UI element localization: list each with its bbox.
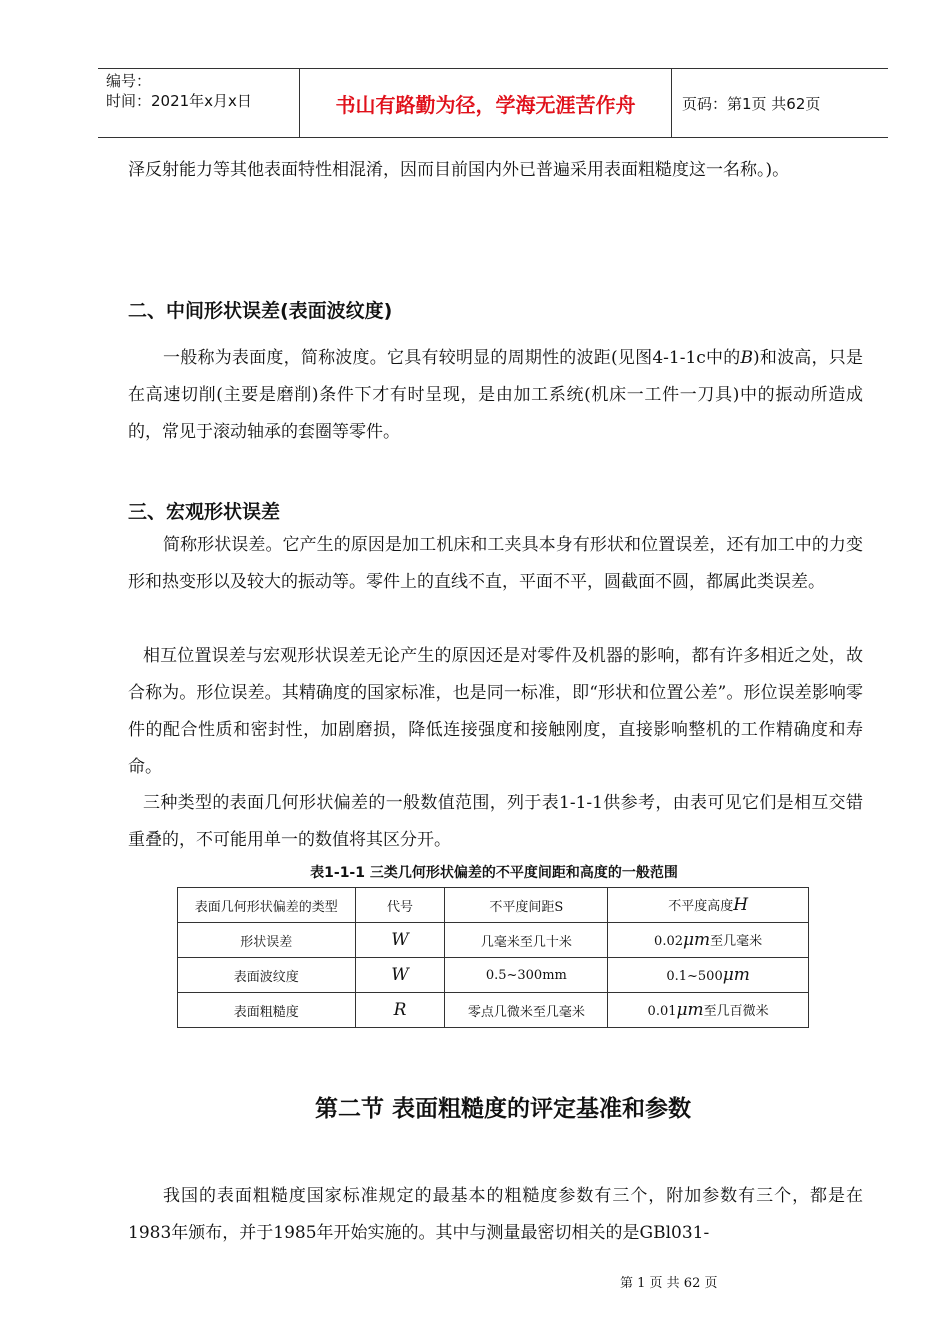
cell-spacing: 几毫米至几十米 <box>445 923 608 958</box>
paragraph-3: 简称形状误差。它产生的原因是加工机床和工夹具本身有形状和位置误差，还有加工中的力变形和热变形以及较大的振动等。零件上的直线不直，平面不平，圆截面不圆，都属此类误差。 <box>128 535 863 592</box>
cell-height <box>608 993 809 1028</box>
time-label: 时间：2021年x月x日 <box>106 92 252 110</box>
deviation-table <box>177 887 809 1028</box>
heading-3: 三、宏观形状误差 <box>128 501 281 523</box>
cell-code: W <box>355 958 445 993</box>
cell-height-suffix: 至几百微米 <box>703 1004 769 1019</box>
table-row <box>178 993 809 1028</box>
table-row <box>178 923 809 958</box>
cell-height-value: 0.02 <box>654 934 683 949</box>
cell-type: 表面粗糙度 <box>178 993 356 1028</box>
paragraph-2-part-b: )和波高，只是在高速切削(主要是磨削)条件下才有时呈现，是由加工系统(机床一工件一刀具)中的振动所造成的，常见于滚动轴承的套圈等零件。 <box>128 348 864 442</box>
cell-height-suffix: 至几毫米 <box>710 934 763 949</box>
cell-code: R <box>355 993 445 1028</box>
table-header-row <box>178 888 809 923</box>
paragraph-2 <box>128 340 863 451</box>
paragraph-5: 三种类型的表面几何形状偏差的一般数值范围，列于表1-1-1供参考，由表可见它们是相互交错重叠的，不可能用单一的数值将其区分开。 <box>128 793 863 850</box>
table-row <box>178 958 809 993</box>
header-height-symbol: H <box>733 895 749 915</box>
symbol-b: B <box>740 348 753 368</box>
cell-spacing: 0.5~300mm <box>445 958 608 993</box>
cell-height <box>608 923 809 958</box>
header-height <box>608 888 809 923</box>
cell-height-unit: μm <box>676 1000 704 1020</box>
section-title: 第二节 表面粗糙度的评定基准和参数 <box>314 1096 691 1122</box>
table-caption: 表1-1-1 三类几何形状偏差的不平度间距和高度的一般范围 <box>310 865 678 881</box>
paragraph-2-part-a: 一般称为表面度，简称波度。它具有较明显的周期性的波距(见图4-1-1c中的 <box>163 348 741 368</box>
cell-height-value: 0.01 <box>647 1004 677 1019</box>
paragraph-intro: 泽反射能力等其他表面特性相混淆，因而目前国内外已普遍采用表面粗糙度这一名称。)。 <box>128 160 790 180</box>
heading-2: 二、中间形状误差(表面波纹度) <box>128 300 393 322</box>
cell-type: 表面波纹度 <box>178 958 356 993</box>
cell-height-unit: μm <box>683 930 711 950</box>
paragraph-6: 我国的表面粗糙度国家标准规定的最基本的粗糙度参数有三个，附加参数有三个，都是在1983年颁布，并于1985年开始实施的。其中与测量最密切相关的是GBl031- <box>128 1186 863 1243</box>
paragraph-4: 相互位置误差与宏观形状误差无论产生的原因还是对零件及机器的影响，都有许多相近之处，故合称为。形位误差。其精确度的国家标准，也是同一标准，即“形状和位置公差”。形位误差影响零件的配合性质和密封性，加剧磨损，降低连接强度和接触刚度，直接影响整机的工作精确度和寿命。 <box>128 646 863 777</box>
header-motto: 书山有路勤为径，学海无涯苦作舟 <box>300 69 672 137</box>
header-code: 代号 <box>355 888 445 923</box>
cell-spacing: 零点几微米至几毫米 <box>445 993 608 1028</box>
serial-label: 编号： <box>106 72 152 90</box>
cell-height-unit: μm <box>722 965 750 985</box>
header-page-info: 页码：第1页 共62页 <box>682 94 821 113</box>
cell-code: W <box>355 923 445 958</box>
page-header <box>98 68 888 138</box>
cell-height <box>608 958 809 993</box>
header-type: 表面几何形状偏差的类型 <box>178 888 356 923</box>
header-meta <box>98 69 300 137</box>
cell-height-value: 0.1~500 <box>666 969 723 984</box>
header-height-label: 不平度高度 <box>668 899 734 914</box>
cell-type: 形状误差 <box>178 923 356 958</box>
header-spacing: 不平度间距S <box>445 888 608 923</box>
page-footer: 第 1 页 共 62 页 <box>620 1276 718 1291</box>
